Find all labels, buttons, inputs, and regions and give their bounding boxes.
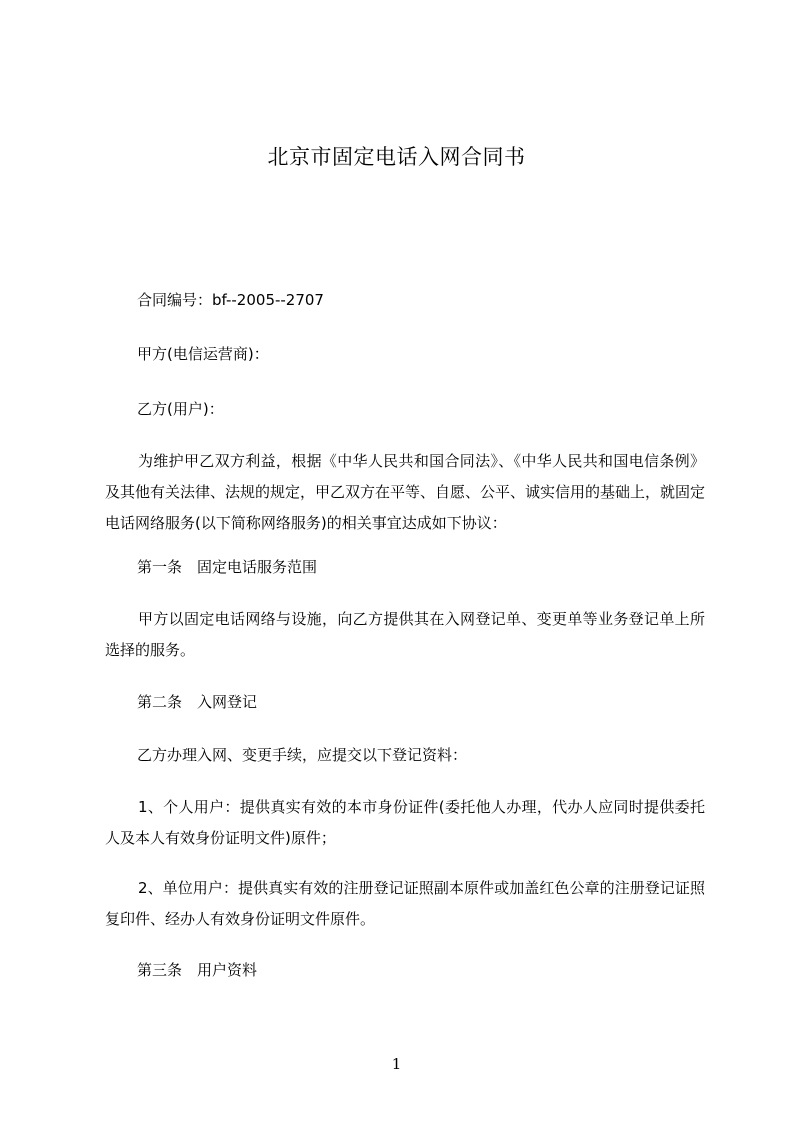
article-3-heading: 第三条 用户资料	[137, 961, 258, 979]
article-2-intro: 乙方办理入网、变更手续，应提交以下登记资料：	[137, 746, 468, 764]
document-title: 北京市固定电话入网合同书	[267, 145, 526, 169]
party-b-line: 乙方(用户)：	[137, 400, 224, 418]
party-a-line: 甲方(电信运营商)：	[137, 345, 269, 363]
preamble-paragraph: 为维护甲乙双方利益，根据《中华人民共和国合同法》、《中华人民共和国电信条例》及其他有关法律、法规的规定，甲乙双方在平等、自愿、公平、诚实信用的基础上，就固定电话网络服务(以下简称网络服务)的相关事宜达成如下协议：	[105, 452, 706, 532]
article-2-heading: 第二条 入网登记	[137, 693, 258, 711]
article-2-item-2: 2、单位用户：提供真实有效的注册登记证照副本原件或加盖红色公章的注册登记证照复印件、经办人有效身份证明文件原件。	[105, 879, 705, 928]
article-1-heading: 第一条 固定电话服务范围	[137, 558, 318, 576]
article-1-body: 甲方以固定电话网络与设施，向乙方提供其在入网登记单、变更单等业务登记单上所选择的服务。	[105, 610, 705, 659]
article-2-item-1: 1、个人用户：提供真实有效的本市身份证件(委托他人办理，代办人应同时提供委托人及本人有效身份证明文件)原件；	[105, 798, 705, 847]
page-number: 1	[391, 1055, 402, 1073]
contract-number: 合同编号：bf--2005--2707	[137, 291, 324, 309]
